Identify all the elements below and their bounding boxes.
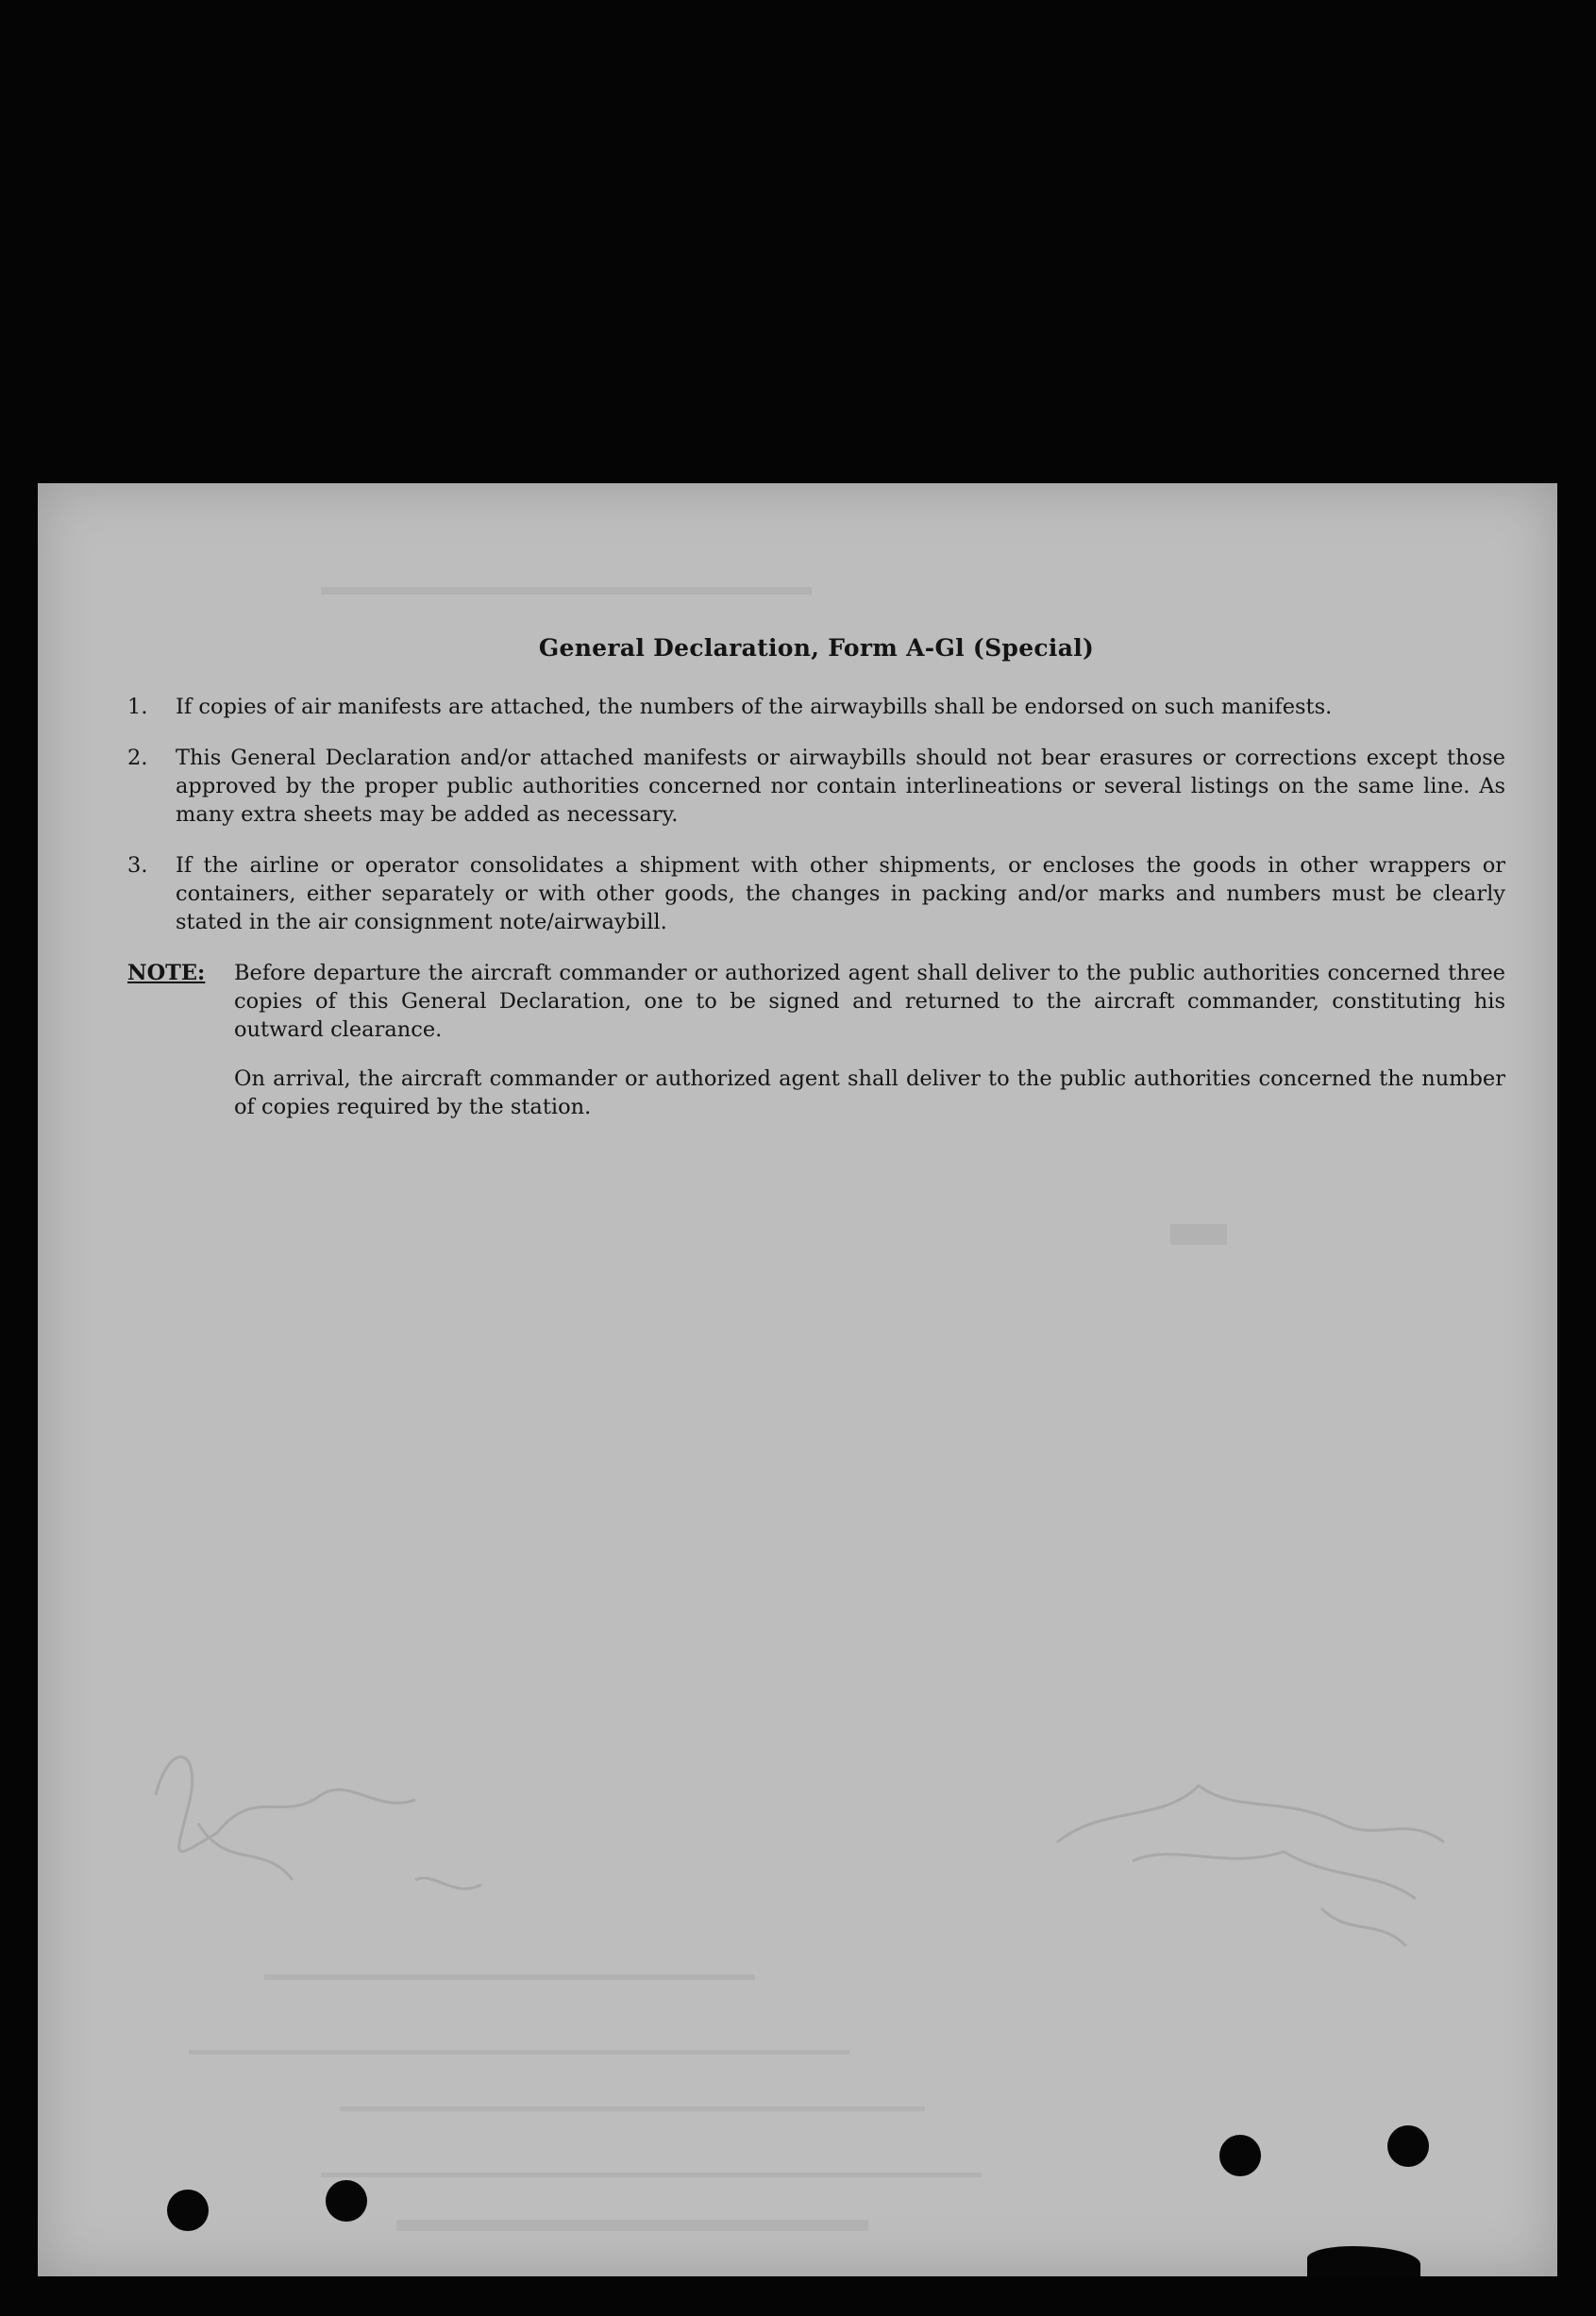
item-text: This General Declaration and/or attached manifests or airwaybills should not bear erasures or corrections except those approved by the proper public authorities concerned nor contain interlineations or several listings on the same line. As many extra sheets may be added as necessary.: [176, 746, 1505, 827]
note-label: NOTE:: [127, 961, 206, 985]
item-number: 1.: [127, 695, 148, 719]
punch-hole: [167, 2190, 209, 2231]
document-page: [38, 483, 1557, 2276]
note-arrival-text: On arrival, the aircraft commander or authorized agent shall deliver to the public authorities concerned the number of copies required by the station.: [234, 1066, 1505, 1119]
item-number: 2.: [127, 746, 148, 770]
item-text: If the airline or operator consolidates a shipment with other shipments, or encloses the goods in other wrappers or containers, either separately or with other goods, the changes in packing and/or marks and numbers must be clearly stated in the air consignment note/airwaybill.: [176, 853, 1505, 934]
punch-hole: [1219, 2135, 1261, 2176]
note-block: [127, 959, 1505, 1044]
instruction-item-1: [127, 693, 1505, 721]
instruction-item-2: [127, 744, 1505, 829]
item-number: 3.: [127, 853, 148, 878]
declaration-text: [127, 634, 1505, 1121]
punch-hole: [326, 2180, 367, 2222]
item-text: If copies of air manifests are attached, the numbers of the airwaybills shall be endorsed on such manifests.: [176, 695, 1333, 719]
document-title: General Declaration, Form A-Gl (Special): [538, 634, 1095, 662]
instruction-item-3: [127, 851, 1505, 936]
note-text: Before departure the aircraft commander or authorized agent shall deliver to the public authorities concerned three copies of this General Declaration, one to be signed and returned to the aircraft commander, constituting his outward clearance.: [234, 961, 1505, 1042]
punch-hole: [1387, 2125, 1429, 2167]
